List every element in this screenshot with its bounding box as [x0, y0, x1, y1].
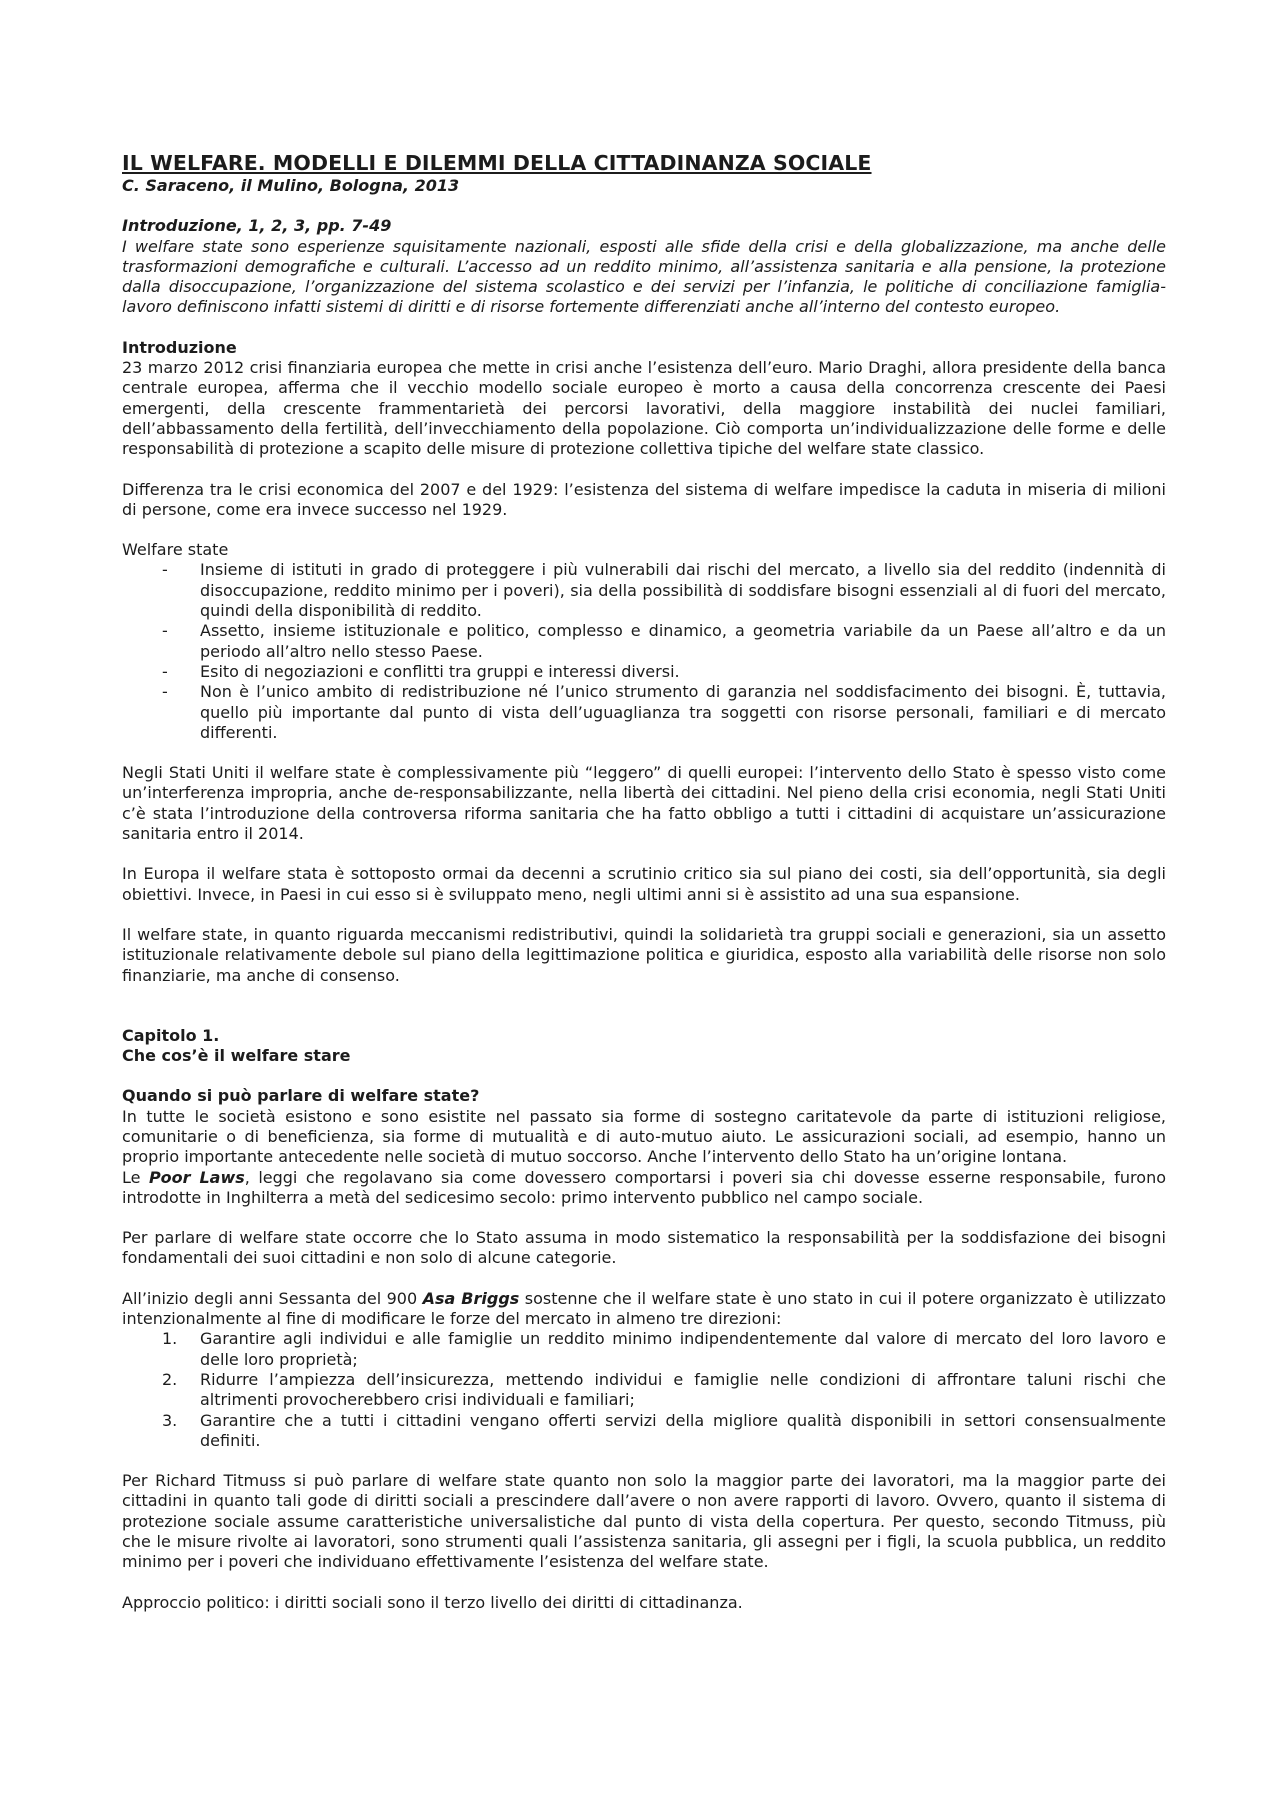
welfare-state-list: [122, 560, 1166, 743]
list-item: 3. Garantire che a tutti i cittadini vengano offerti servizi della migliore qualità disponibili in settori consensualmente definiti.: [162, 1410, 1166, 1450]
paragraph: 23 marzo 2012 crisi finanziaria europea che mette in crisi anche l’esistenza dell’euro. Mario Draghi, allora presidente della banca centrale europea, afferma che il vecchio modello sociale europeo è morto a causa della concorrenza crescente dei Paesi emergenti, della crescente frammentarietà dei percorsi lavorativi, della maggiore instabilità dei nuclei familiari, dell’abbassamento della fertilità, dell’invecchiamento della popolazione. Ciò comporta un’individualizzazione delle forme e delle responsabilità di protezione a scapito delle misure di protezione collettiva tipiche del welfare state classico.: [122, 358, 1166, 459]
section-heading-introduzione: Introduzione: [122, 337, 237, 357]
poor-laws-term: Poor Laws: [148, 1167, 245, 1187]
author-line: C. Saraceno, il Mulino, Bologna, 2013: [122, 176, 460, 195]
briggs-directions-list: [122, 1329, 1166, 1451]
paragraph-poor-laws: Le Poor Laws, leggi che regolavano sia come dovessero comportarsi i poveri sia chi dovesse esserne responsabile, furono introdotte in Inghilterra a metà del sedicesimo secolo: primo intervento pubblico nel campo sociale.: [122, 1167, 1166, 1207]
dash-bullet: -: [162, 682, 168, 702]
list-item: - Esito di negoziazioni e conflitti tra gruppi e interessi diversi.: [162, 661, 680, 681]
paragraph: Approccio politico: i diritti sociali sono il terzo livello dei diritti di cittadinanza.: [122, 1592, 743, 1612]
list-item: - Insieme di istituti in grado di proteggere i più vulnerabili dai rischi del mercato, a livello sia del reddito (indennità di disoccupazione, reddito minimo per i poveri), sia della possibilità di soddisfare bisogni essenziali al di fuori del mercato, quindi della disponibilità di reddito.: [162, 560, 1166, 621]
document-title: IL WELFARE. MODELLI E DILEMMI DELLA CITTADINANZA SOCIALE: [122, 151, 872, 175]
paragraph: Per Richard Titmuss si può parlare di welfare state quanto non solo la maggior parte dei lavoratori, ma la maggior parte dei cittadini in quanto tali gode di diritti sociali a prescindere dall’avere o non avere rapporti di lavoro. Ovvero, quanto il sistema di protezione sociale assume caratteristiche universalistiche dal punto di vista della copertura. Per questo, secondo Titmuss, più che le misure rivolte ai lavoratori, sono strumenti quali l’assistenza sanitaria, gli assegni per i figli, la scuola pubblica, un reddito minimo per i poveri che individuano effettivamente l’esistenza del welfare state.: [122, 1471, 1166, 1572]
dash-bullet: -: [162, 661, 168, 681]
paragraph: Negli Stati Uniti il welfare state è complessivamente più “leggero” di quelli europei: l’intervento dello Stato è spesso visto come un’interferenza impropria, anche de-responsabilizzante, nella libertà dei cittadini. Nel pieno della crisi economia, negli Stati Uniti c’è stata l’introduzione della controversa riforma sanitaria che ha fatto obbligo a tutti i cittadini di acquistare un’assicurazione sanitaria entro il 2014.: [122, 763, 1166, 844]
paragraph-briggs: All’inizio degli anni Sessanta del 900 Asa Briggs sostenne che il welfare state è uno stato in cui il potere organizzato è utilizzato intenzionalmente al fine di modificare le forze del mercato in almeno tre direzioni:: [122, 1288, 1167, 1329]
document-page: [122, 150, 1166, 1613]
chapter-heading-number: Capitolo 1.: [122, 1025, 220, 1045]
dash-bullet: -: [162, 621, 168, 641]
paragraph: Per parlare di welfare state occorre che lo Stato assuma in modo sistematico la responsabilità per la soddisfazione dei bisogni fondamentali dei suoi cittadini e non solo di alcune categorie.: [122, 1228, 1166, 1268]
paragraph: Il welfare state, in quanto riguarda meccanismi redistributivi, quindi la solidarietà tra gruppi sociali e generazioni, sia un assetto istituzionale relativamente debole sul piano della legittimazione politica e giuridica, esposto alla variabilità delle risorse non solo finanziarie, ma anche di consenso.: [122, 924, 1166, 985]
dash-bullet: -: [162, 560, 168, 580]
list-item: - Assetto, insieme istituzionale e politico, complesso e dinamico, a geometria variabile da un Paese all’altro e da un periodo all’altro nello stesso Paese.: [162, 621, 1166, 661]
sub-heading: Quando si può parlare di welfare state?: [122, 1086, 480, 1106]
paragraph: Differenza tra le crisi economica del 2007 e del 1929: l’esistenza del sistema di welfare impedisce la caduta in miseria di milioni di persone, come era invece successo nel 1929.: [122, 479, 1166, 519]
paragraph: In tutte le società esistono e sono esistite nel passato sia forme di sostegno caritatevole da parte di istituzioni religiose, comunitarie o di beneficienza, sia forme di mutualità e di auto-mutuo aiuto. Le assicurazioni sociali, ad esempio, hanno un proprio importante antecedente nelle società di mutuo soccorso. Anche l’intervento dello Stato ha un’origine lontana.: [122, 1106, 1166, 1167]
list-item: 1. Garantire agli individui e alle famiglie un reddito minimo indipendentemente dal valore di mercato del loro lavoro e delle loro proprietà;: [162, 1329, 1166, 1369]
list-item: 2. Ridurre l’ampiezza dell’insicurezza, mettendo individui e famiglie nelle condizioni di affrontare taluni rischi che altrimenti provocherebbero crisi individuali e familiari;: [162, 1369, 1166, 1410]
welfare-state-label: Welfare state: [122, 540, 229, 560]
chapter-heading-title: Che cos’è il welfare stare: [122, 1046, 351, 1066]
paragraph: In Europa il welfare stata è sottoposto ormai da decenni a scrutinio critico sia sul piano dei costi, sia dell’opportunità, sia degli obiettivi. Invece, in Paesi in cui esso si è sviluppato meno, negli ultimi anni si è assistito ad una sua espansione.: [122, 864, 1166, 904]
asa-briggs-name: Asa Briggs: [422, 1288, 520, 1308]
list-item: - Non è l’unico ambito di redistribuzione né l’unico strumento di garanzia nel soddisfacimento dei bisogni. È, tuttavia, quello più importante dal punto di vista dell’uguaglianza tra soggetti con risorse personali, familiari e di mercato differenti.: [162, 682, 1166, 742]
intro-abstract: I welfare state sono esperienze squisitamente nazionali, esposti alle sfide della crisi e della globalizzazione, ma anche delle trasformazioni demografiche e culturali. L’accesso ad un reddito minimo, all’assistenza sanitaria e alla pensione, la protezione dalla disoccupazione, l’organizzazione del sistema scolastico e dei servizi per l’infanzia, le politiche di conciliazione famiglia-lavoro definiscono infatti sistemi di diritti e di risorse fortemente differenziati anche all’interno del contesto europeo.: [122, 236, 1166, 317]
intro-heading: Introduzione, 1, 2, 3, pp. 7-49: [122, 216, 392, 236]
